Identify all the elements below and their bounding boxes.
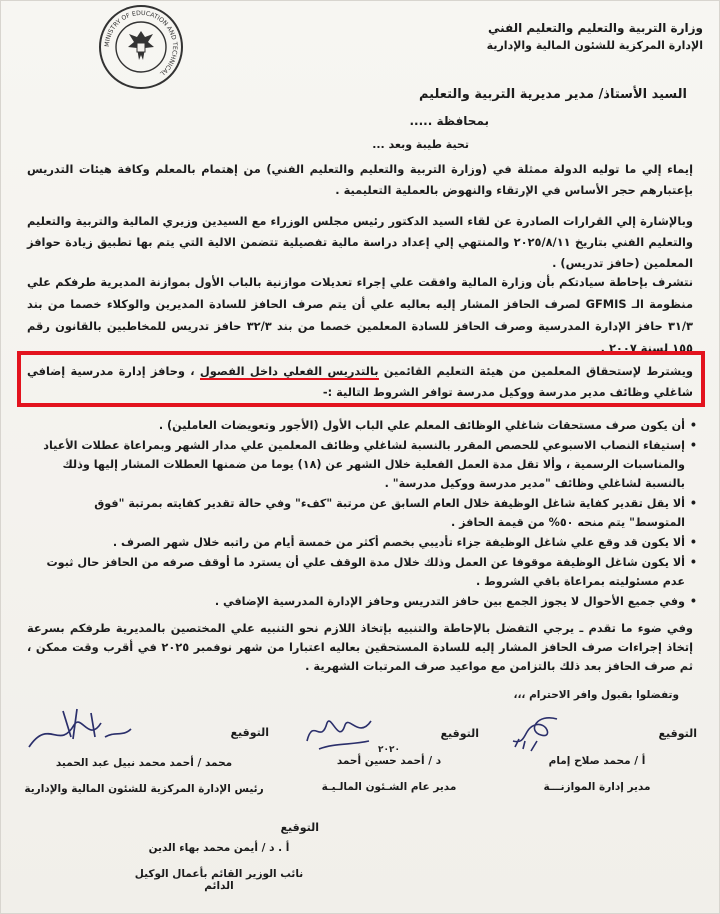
signature-date: ٢٠٢٠ [378,745,400,755]
signatory-name: أ / محمد صلاح إمام [548,755,646,767]
paragraph-instructions: وفي ضوء ما تقدم ـ يرجي التفضل بالإحاطة والتنبيه بإتخاذ اللازم نحو التنبيه علي المختصين بالمديرية طرفكم بسرعة إتخاذ إجراءات صرف الحافز المشار إليه للسادة المستحقين بعاليه اعتبارا من شهر نوفمبر ٢٠٢٥ في أقرب وقت ممكن ، ثم صرف الحافز بعد ذلك بالتزامن مع مواعيد صرف المرتبات الشهرية . [27,621,693,673]
signatory-title: مدير عام الشـئون المالـيـة [321,781,457,793]
signatory-name: د / أحمد حسين أحمد [336,755,442,767]
conditions-intro-b: ، وحافز إدارة مدرسية إضافي شاغلي وظائف مدير مدرسة ووكيل مدرسة توافر الشروط التالية :- [27,364,693,399]
handwritten-signature-icon [19,707,139,757]
greeting: تحية طيبة وبعد ... [372,138,469,151]
signature-block-budget [497,711,697,793]
ministry-seal-icon [97,3,185,91]
signatory-name: محمد / أحمد محمد نبيل عبد الحميد [55,757,233,769]
signature-label: التوقيع [280,821,319,834]
signatory-title: نائب الوزير القائم بأعمال الوكيل الدائم [134,868,304,892]
conditions-intro-a: ويشترط لإستحقاق المعلمين من هيئة التعليم القائمين [378,364,693,378]
paragraph-approval: نتشرف بإحاطة سيادتكم بأن وزارة المالية وافقت علي إجراء تعديلات موازنية بالباب الأول بموازنة المديرية طرفكم علي منظومة الـ GFMIS لصرف الحافز المشار إليه بعاليه علي أن يتم صرف الحافز للسادة المديرين والوكلاء خصما من بند ٣١/٣ حافز الإدارة المدرسية وصرف الحافز للسادة المعلمين خصما من بند ٣٢/٣ حافز تدريس للمخاطبين بالقانون رقم ١٥٥ لسنة ٢٠٠٧ . [27,275,694,355]
paragraph-intro: إيماء إلي ما توليه الدولة ممثلة في (وزارة التربية والتعليم والتعليم الفني) من إهتمام بالمعلم وكافة هيئات التدريس بإعتبارهم حجر الأساس في الإرتقاء والنهوض بالعملية التعليمية . [27,162,693,197]
signature-block-central-admin [19,707,269,795]
signature-label: التوقيع [658,726,697,740]
signature-label: التوقيع [230,725,269,739]
closing-line: وتفضلوا بقبول وافر الاحترام ،،، [513,689,679,701]
signatory-title: رئيس الإدارة المركزية للشئون المالية والإدارية [24,783,264,795]
list-item: • وفي جميع الأحوال لا يجوز الجمع بين حافز التدريس وحافز الإدارة المدرسية الإضافي . [37,592,697,611]
seal-text: MINISTRY OF EDUCATION AND TECHNICAL [103,9,179,77]
ministry-name: وزارة التربية والتعليم والتعليم الفني [487,21,703,35]
signature-label: التوقيع [440,726,479,740]
paragraph-conditions-intro [27,361,693,403]
paragraph-reference: وبالإشارة إلي القرارات الصادرة عن لقاء السيد الدكتور رئيس مجلس الوزراء مع السيدين وزيري المالية والتربية والتعليم والتعليم الفني بتاريخ ٢٠٢٥/٨/١١ والمنتهي إلي إعداد دراسة مالية تفصيلية تتضمن الالية التي يتم بها تطبيق زيادة حوافز المعلمين (حافز تدريس) . [27,214,693,270]
list-item: • أن يكون صرف مستحقات شاغلي الوظائف المعلم علي الباب الأول (الأجور وتعويضات العاملين) . [37,416,697,435]
governorate-line: بمحافظة ..... [409,114,489,128]
signatory-name: أ . د / أيمن محمد بهاء الدين [148,842,290,854]
signature-block-finance [299,711,479,793]
conditions-list [37,416,697,612]
handwritten-signature-icon [497,711,567,755]
list-item: • ألا يكون شاغل الوظيفة موقوفا عن العمل وذلك خلال مدة الوقف علي أن يسترد ما أوقف صرفه من الحافز حال ثبوت عدم مسئوليته بمراعاة باقي الشروط . [37,553,697,591]
addressee-line: السيد الأستاذ/ مدير مديرية التربية والتعليم [418,87,687,102]
handwritten-signature-icon [299,711,379,755]
underlined-phrase: بالتدريس الفعلي داخل الفصول [199,364,379,378]
list-item: • ألا يقل تقدير كفاية شاغل الوظيفة خلال العام السابق عن مرتبة "كفء" وفي حالة تقدير كفايته بمرتبة "فوق المتوسط" يتم منحه ٥٠% من قيمة الحافز . [37,494,697,532]
signature-block-deputy-minister [119,821,319,892]
list-item: • ألا يكون قد وقع علي شاغل الوظيفة جزاء تأديبي بخصم أكثر من خمسة أيام من راتبه خلال شهر الصرف . [37,533,697,552]
letterhead [487,19,703,55]
signatory-title: مدير إدارة الموازنـــة [543,781,651,793]
list-item: • إستيفاء النصاب الاسبوعي للحصص المقرر بالنسبة لشاغلي وظائف المعلمين علي مدار الشهر وبمراعاة عطلات الأعياد والمناسبات الرسمية ، وألا تقل مدة العمل الفعلية خلال الشهر عن (١٨) يوما من ضمنها العطلات المشار إليها وذلك بالنسبة لشاغلي وظائف "مدير مدرسة ووكيل مدرسة" . [37,436,697,493]
department-name: الإدارة المركزية للشئون المالية والإدارية [486,39,703,52]
